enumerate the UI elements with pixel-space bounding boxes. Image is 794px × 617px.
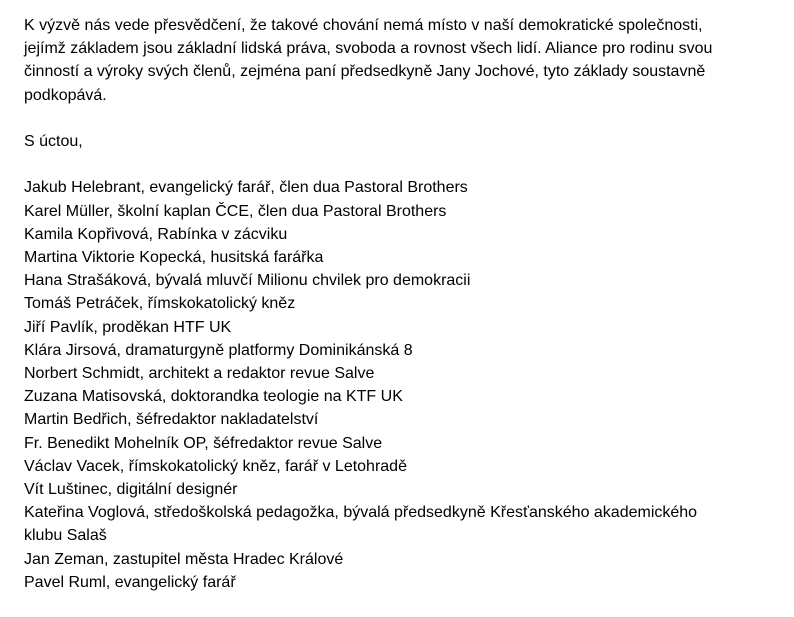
signatory-item: Vít Luštinec, digitální designér [24, 481, 238, 499]
signatory-item: Klára Jirsová, dramaturgyně platformy Dominikánská 8 [24, 341, 413, 359]
closing-spacer [24, 153, 780, 176]
signatory-item: Tomáš Petráček, římskokatolický kněz [24, 295, 296, 313]
paragraph-spacer [24, 107, 780, 130]
letter-document [24, 14, 780, 594]
signatory-item: Zuzana Matisovská, doktorandka teologie na KTF UK [24, 388, 403, 406]
signatory-item: Hana Strašáková, bývalá mluvčí Milionu chvilek pro demokracii [24, 272, 471, 290]
signatory-item: Martin Bedřich, šéfredaktor nakladatelství [24, 411, 319, 429]
signatory-item: Martina Viktorie Kopecká, husitská farářka [24, 249, 324, 266]
letter-closing: S úctou, [24, 133, 83, 150]
signatory-item: Václav Vacek, římskokatolický kněz, farář v Letohradě [24, 457, 407, 475]
signatory-list [24, 176, 780, 594]
signatory-item: Kamila Kopřivová, Rabínka v zácviku [24, 225, 288, 243]
signatory-item: Fr. Benedikt Mohelník OP, šéfredaktor revue Salve [24, 434, 383, 452]
signatory-item: Karel Müller, školní kaplan ČCE, člen dua Pastoral Brothers [24, 202, 447, 220]
signatory-item: Norbert Schmidt, architekt a redaktor revue Salve [24, 365, 375, 383]
signatory-item: Pavel Ruml, evangelický farář [24, 573, 236, 591]
signatory-item: Jakub Helebrant, evangelický farář, člen dua Pastoral Brothers [24, 179, 468, 197]
signatory-item: Kateřina Voglová, středoškolská pedagožka, bývalá předsedkyně Křesťanského akademického klubu Salaš [24, 504, 698, 545]
letter-paragraph: K výzvě nás vede přesvědčení, že takové chování nemá místo v naší demokratické společnosti, jejímž základem jsou základní lidská práva, svoboda a rovnost všech lidí. Aliance pro rodinu svou činností a výroky svých členů, zejména paní předsedkyně Jany Jochové, tyto základy soustavně podkopává. [24, 17, 713, 104]
signatory-item: Jan Zeman, zastupitel města Hradec Králové [24, 550, 344, 568]
signatory-item: Jiří Pavlík, proděkan HTF UK [24, 318, 232, 336]
